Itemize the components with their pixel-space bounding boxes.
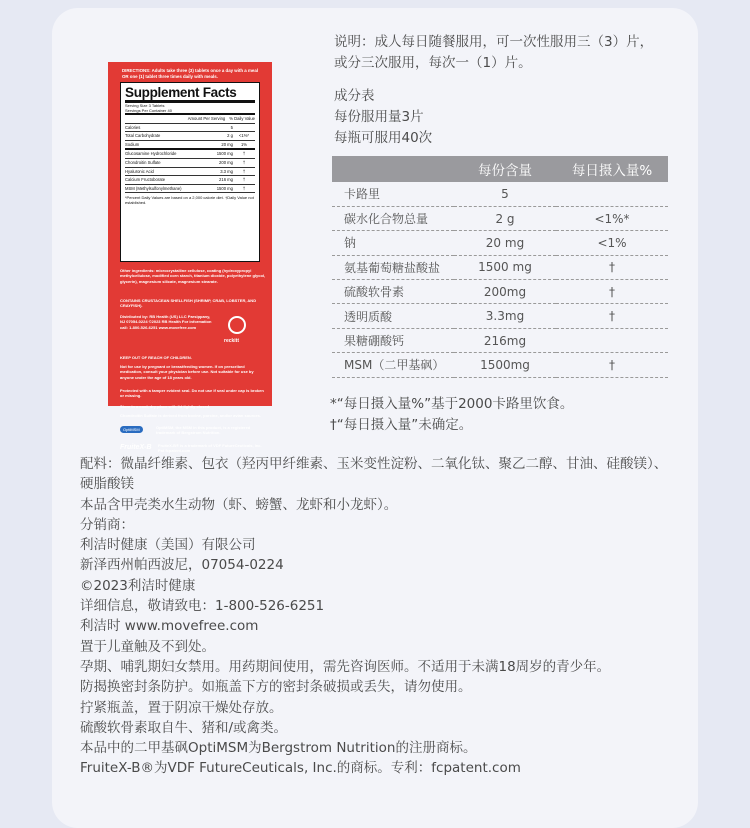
table-row xyxy=(332,280,668,304)
facts-row: Calories 5 xyxy=(125,124,255,133)
table-row xyxy=(332,206,668,230)
label-other-ingredients: Other ingredients: microcrystalline cellulose, coating (hydroxypropyl methylcellulose, modified corn starch, titanium dioxide, polyethylene glycol, glycerin), magnesium silicate, magnesium stearate. xyxy=(120,268,266,284)
nutrition-table xyxy=(332,156,668,378)
facts-row: Chondroitin Sulfate 200 mg † xyxy=(125,159,255,168)
facts-row: Calcium Fructoborate 216 mg † xyxy=(125,176,255,185)
label-brand-note: FruiteX-B® is a trademark of VDF FutureCeuticals, Inc. Pat fcpatent.com xyxy=(158,443,262,454)
ingredients-line: 本品中的二甲基砜OptiMSM为Bergstrom Nutrition的注册商标。 xyxy=(80,740,477,757)
table-header xyxy=(332,156,454,182)
table-cell: 卡路里 xyxy=(332,182,454,206)
ingredients-line: 硫酸软骨素取自牛、猪和/或禽类。 xyxy=(80,719,288,736)
table-cell: MSM（二甲基砜） xyxy=(332,353,454,377)
composition-title: 成分表 xyxy=(334,88,375,104)
product-label-image xyxy=(108,62,272,454)
table-cell: 20 mg xyxy=(454,231,556,255)
label-tamper: Protected with a tamper evident seal. Do not use if seal under cap is broken or missing. xyxy=(120,388,264,399)
optimsm-badge: OptiMSM xyxy=(120,426,143,433)
ingredients-line: 新泽西州帕西波尼，07054-0224 xyxy=(80,557,284,574)
ingredients-line: 硬脂酸镁 xyxy=(80,476,134,493)
label-keep-out: KEEP OUT OF REACH OF CHILDREN. xyxy=(120,355,192,360)
label-chondroitin-source: Chondroitin Sulfate is derived from bovine, porcine, and/or avian sources. xyxy=(120,413,261,418)
label-optimsm-note: OptiMSM, the MSM in this product, is a registered trademark of Bergstrom Nutrition. xyxy=(156,425,251,436)
serving-size-cn: 每份服用量3片 xyxy=(334,109,424,125)
table-cell: 碳水化合物总量 xyxy=(332,206,454,230)
reckitt-logo-icon xyxy=(228,316,246,334)
ingredients-line: 防揭换密封条防护。如瓶盖下方的密封条破损或丢失，请勿使用。 xyxy=(80,679,472,696)
ingredients-line: 本品含甲壳类水生动物（虾、螃蟹、龙虾和小龙虾）。 xyxy=(80,496,398,513)
table-row xyxy=(332,304,668,328)
facts-row: Glucosamine Hydrochloride 1500 mg † xyxy=(125,150,255,159)
table-cell: 1500mg xyxy=(454,353,556,377)
ingredients-line: 配料：微晶纤维素、包衣（羟丙甲纤维素、玉米变性淀粉、二氧化钛、聚乙二醇、甘油、硅酸镁）、 xyxy=(80,456,668,472)
serving-size: Serving Size 3 Tablets xyxy=(125,103,165,108)
table-cell: 200mg xyxy=(454,280,556,304)
table-row xyxy=(332,182,668,206)
ingredients-block xyxy=(80,454,690,779)
table-cell: <1%* xyxy=(556,206,668,230)
ingredients-line: 分销商： xyxy=(80,516,134,533)
table-cell: † xyxy=(556,353,668,377)
table-cell: 3.3mg xyxy=(454,304,556,328)
label-contains: CONTAINS CRUSTACEAN SHELLFISH (SHRIMP, CRAB, LOBSTER, AND CRAYFISH). xyxy=(120,298,257,309)
footnote-line: *“每日摄入量%”基于2000卡路里饮食。 xyxy=(330,396,574,412)
ingredients-line: 详细信息，敬请致电：1-800-526-6251 xyxy=(80,598,325,615)
table-cell: 钠 xyxy=(332,231,454,255)
fruitex-brand: FruiteX-B xyxy=(120,444,152,451)
table-cell: † xyxy=(556,255,668,279)
facts-row: Sodium 20 mg 1% xyxy=(125,141,255,151)
table-cell: 硫酸软骨素 xyxy=(332,280,454,304)
ingredients-line: 置于儿童触及不到处。 xyxy=(80,638,215,655)
label-pregnant-warning: Not for use by pregnant or breastfeeding women. If on prescribed medication, consult your physician before use. Not suitable for use by anyone under the age of 18 years old. xyxy=(120,364,254,380)
table-cell: † xyxy=(556,280,668,304)
table-cell: 果糖硼酸钙 xyxy=(332,328,454,352)
ingredients-line: ©2023利洁时健康 xyxy=(80,577,196,594)
supplement-facts-title: Supplement Facts xyxy=(125,85,255,103)
facts-header-row: Amount Per Serving % Daily Value xyxy=(125,115,255,124)
usage-description xyxy=(334,32,684,74)
table-cell: † xyxy=(556,304,668,328)
table-cell xyxy=(556,328,668,352)
servings-count-cn: 每瓶可服用40次 xyxy=(334,130,433,146)
table-footnotes xyxy=(330,394,690,436)
table-row xyxy=(332,353,668,377)
table-cell: 5 xyxy=(454,182,556,206)
ingredients-line: FruiteX-B®为VDF FutureCeuticals, Inc.的商标。专利：fcpatent.com xyxy=(80,760,521,777)
table-cell: 氨基葡萄糖盐酸盐 xyxy=(332,255,454,279)
description-line: 或分三次服用，每次一（1）片。 xyxy=(334,55,532,71)
label-distributed: Distributed by: RB Health (US) LLC Parsippany, NJ 07054-0224 ©2023 RB Health For information call: 1-800-526-6251 www.movefree.com xyxy=(120,314,212,330)
table-cell: <1% xyxy=(556,231,668,255)
facts-row: MSM (Methylsulfonylmethane) 1500 mg † xyxy=(125,185,255,194)
facts-row: Hyaluronic Acid 3.3 mg † xyxy=(125,168,255,177)
table-row xyxy=(332,231,668,255)
label-store: Store in a cool, dry place with lid tightly closed. xyxy=(120,404,211,409)
table-header: 每份含量 xyxy=(454,156,556,182)
facts-row: Total Carbohydrate 2 g <1%* xyxy=(125,132,255,141)
reckitt-logo-text: reckitt xyxy=(224,338,240,344)
facts-footnote: *Percent Daily Values are based on a 2,000 calorie diet. †Daily Value not established. xyxy=(125,195,254,206)
servings-per-container: Servings Per Container 40 xyxy=(125,108,255,115)
ingredients-line: 拧紧瓶盖，置于阴凉干燥处存放。 xyxy=(80,699,283,716)
ingredients-line: 利洁时健康（美国）有限公司 xyxy=(80,537,256,554)
footnote-line: †“每日摄入量”未确定。 xyxy=(330,417,473,433)
table-row xyxy=(332,255,668,279)
supplement-facts-panel xyxy=(120,82,260,262)
table-row xyxy=(332,328,668,352)
table-cell: 透明质酸 xyxy=(332,304,454,328)
table-cell: 1500 mg xyxy=(454,255,556,279)
table-cell xyxy=(556,182,668,206)
ingredients-line: 孕期、哺乳期妇女禁用。用药期间使用，需先咨询医师。不适用于未满18周岁的青少年。 xyxy=(80,658,611,675)
composition-block xyxy=(334,86,684,149)
description-line: 说明：成人每日随餐服用，可一次性服用三（3）片， xyxy=(334,34,654,50)
table-header: 每日摄入量% xyxy=(556,156,668,182)
table-cell: 216mg xyxy=(454,328,556,352)
table-header-row xyxy=(332,156,668,182)
label-directions: DIRECTIONS: Adults take three (3) tablets once a day with a meal OR one (1) tablet three times daily with meals. xyxy=(122,68,258,79)
table-cell: 2 g xyxy=(454,206,556,230)
ingredients-line: 利洁时 www.movefree.com xyxy=(80,618,259,635)
